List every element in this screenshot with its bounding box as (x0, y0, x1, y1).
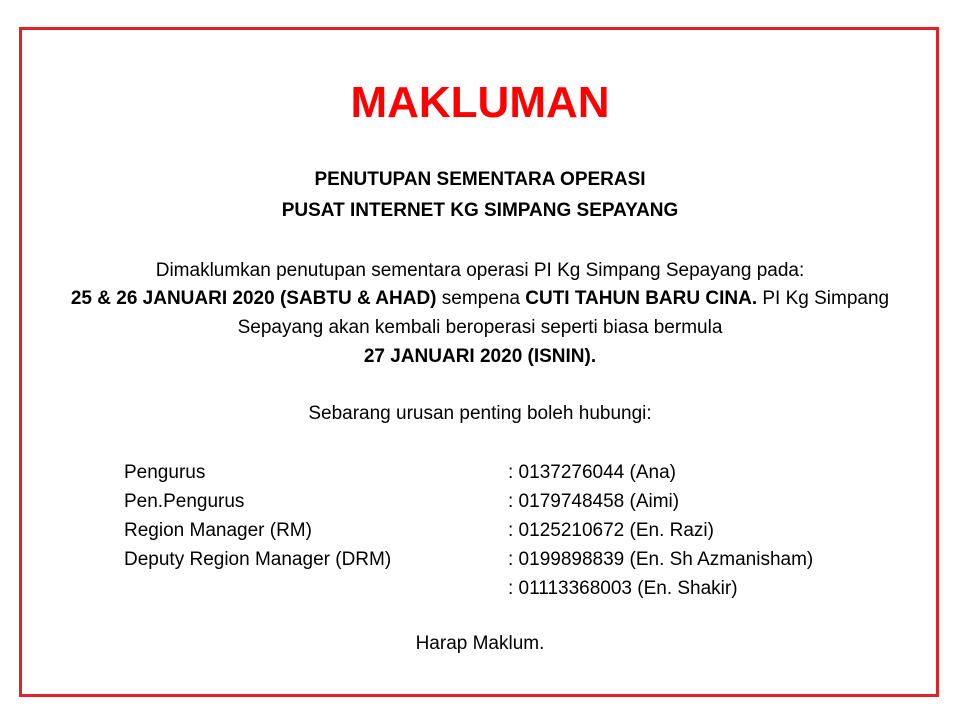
contact-phone: : 0199898839 (En. Sh Azmanisham) (508, 549, 814, 570)
notice-subtitle-line1: PENUTUPAN SEMENTARA OPERASI (314, 169, 646, 190)
contact-role: Pen.Pengurus (124, 491, 245, 512)
contact-role: Pengurus (124, 462, 206, 483)
contact-intro: Sebarang urusan penting boleh hubungi: (308, 403, 652, 424)
closure-dates-line (0, 285, 960, 313)
contact-phone: : 0137276044 (Ana) (508, 462, 676, 483)
notice-subtitle-line2: PUSAT INTERNET KG SIMPANG SEPAYANG (281, 200, 679, 221)
holiday-name: CUTI TAHUN BARU CINA. (525, 288, 758, 309)
closure-dates: 25 & 26 JANUARI 2020 (SABTU & AHAD) (70, 288, 437, 309)
sempena-text: sempena (436, 288, 526, 309)
resume-text-part1: PI Kg Simpang (757, 288, 890, 309)
contact-role: Region Manager (RM) (124, 520, 312, 541)
contact-row (124, 458, 884, 487)
intro-text: Dimaklumkan penutupan sementara operasi PI Kg Simpang Sepayang pada: (155, 260, 805, 281)
notice-title: MAKLUMAN (350, 78, 610, 127)
contact-role (124, 574, 508, 603)
contact-phone: : 0179748458 (Aimi) (508, 491, 680, 512)
closing-text: Harap Maklum. (415, 633, 545, 654)
contact-phone: : 0125210672 (En. Razi) (508, 520, 714, 541)
contact-role: Deputy Region Manager (DRM) (124, 549, 392, 570)
resume-text-part2: Sepayang akan kembali beroperasi seperti biasa bermula (237, 317, 723, 338)
resume-date: 27 JANUARI 2020 (ISNIN). (363, 346, 597, 367)
contact-phone: : 01113368003 (En. Shakir) (508, 578, 738, 599)
contact-list (124, 458, 884, 603)
contact-row (124, 574, 884, 603)
contact-row (124, 487, 884, 516)
contact-row (124, 516, 884, 545)
contact-row (124, 545, 884, 574)
